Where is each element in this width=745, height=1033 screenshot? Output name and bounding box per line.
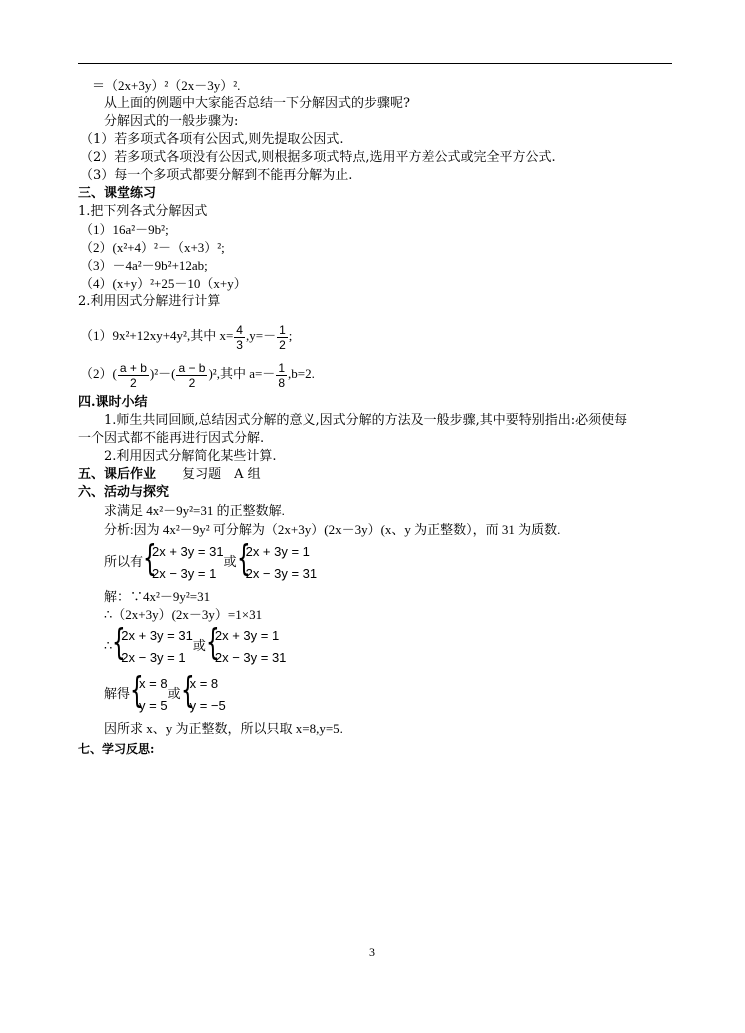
solution-start: 解：∵4x²－9y²=31: [104, 589, 211, 604]
solution-systems-line: [104, 669, 226, 718]
equation-system-4: { 2x + 3y = 1 2x − 3y = 31: [205, 621, 287, 665]
summary-question: 从上面的例题中大家能否总结一下分解因式的步骤呢?: [104, 96, 410, 111]
system-line-1: [104, 537, 318, 586]
section-heading-practice: 三、课堂练习: [78, 186, 157, 201]
activity-problem: 求满足 4x²－9y²=31 的正整数解.: [104, 503, 285, 518]
exercise-2b-text: （2）(: [80, 366, 117, 381]
exercise-1a: （1）16a²－9b²;: [80, 222, 169, 237]
header-rule: [78, 63, 672, 64]
fraction-a-plus-b-over-2: $\frac{a + b}{2}$: [119, 360, 147, 390]
solution-conclusion: 因所求 x、y 为正整数，所以只取 x=8,y=5.: [104, 721, 343, 736]
activity-analysis: 分析:因为 4x²－9y² 可分解为（2x+3y）(2x－3y）(x、y 为正整数），而 31 为质数.: [104, 522, 561, 537]
so-label: 所以有: [104, 555, 144, 570]
steps-intro: 分解因式的一般步骤为:: [104, 114, 239, 129]
summary-1-line-2: 一个因式都不能再进行因式分解.: [78, 431, 265, 446]
or-label-3: 或: [167, 687, 181, 702]
equation-system-2: { 2x + 3y = 1 2x − 3y = 31: [236, 537, 318, 581]
step-1: （1）若多项式各项有公因式,则先提取公因式.: [80, 132, 344, 147]
solution-system-2: { x = 8 y = −5: [180, 669, 226, 713]
section-heading-summary: 四.课时小结: [78, 395, 148, 410]
exercise-2b-mid1: )²－(: [149, 366, 176, 381]
fraction-a-minus-b-over-2: $\frac{a - b}{2}$: [178, 360, 206, 390]
fraction-four-thirds: $\frac{4}{3}$: [236, 322, 243, 352]
equation-system-1: { 2x + 3y = 31 2x − 3y = 1: [143, 537, 224, 581]
homework-assignment: 复习题 A 组: [182, 467, 261, 482]
section-heading-homework: 五、课后作业: [78, 467, 157, 482]
exercise-1d: （4）(x+y）²+25－10（x+y）: [80, 276, 247, 291]
exercise-1c: （3）－4a²－9b²+12ab;: [80, 258, 208, 273]
exercise-2b: [80, 354, 315, 394]
step-3: （3）每一个多项式都要分解到不能再分解为止.: [80, 168, 353, 183]
exercise-2a-text: （1）9x²+12xy+4y²,其中 x=: [80, 328, 234, 343]
exercise-2a-mid: ,y=－: [245, 328, 277, 343]
solution-factored: ∴（2x+3y）(2x－3y）=1×31: [104, 607, 263, 622]
page-number: 3: [369, 945, 375, 959]
fraction-one-half: $\frac{1}{2}$: [279, 322, 286, 352]
summary-1-line-1: 1.师生共同回顾,总结因式分解的意义,因式分解的方法及一般步骤,其中要特别指出:必须使每: [104, 413, 628, 428]
solution-system-1: { x = 8 y = 5: [130, 669, 168, 713]
exercise-2-title: 2.利用因式分解进行计算: [78, 294, 221, 309]
exercise-2a: [80, 316, 292, 356]
or-label-2: 或: [192, 639, 206, 654]
therefore-symbol: ∴: [104, 639, 113, 654]
equation-system-3: { 2x + 3y = 31 2x − 3y = 1: [112, 621, 193, 665]
summary-2: 2.利用因式分解简化某些计算.: [104, 449, 277, 464]
section-heading-activity: 六、活动与探究: [78, 485, 170, 500]
solve-label: 解得: [104, 687, 131, 702]
exercise-2a-end: ;: [288, 328, 293, 343]
exercise-2b-mid2: )²,其中 a=－: [208, 366, 276, 381]
exercise-2b-end: ,b=2.: [288, 366, 315, 381]
exercise-1b: （2）(x²+4）²－（x+3）²;: [80, 240, 225, 255]
system-line-2: [104, 621, 287, 670]
section-heading-reflection: 七、学习反思:: [78, 742, 155, 756]
step-2: （2）若多项式各项没有公因式,则根据多项式特点,选用平方差公式或完全平方公式.: [80, 150, 556, 165]
homework-line: [78, 466, 261, 484]
fraction-one-eighth: $\frac{1}{8}$: [278, 360, 285, 390]
exercise-1-title: 1.把下列各式分解因式: [78, 204, 208, 219]
equation-result-line: ＝（2x+3y）²（2x－3y）².: [92, 78, 241, 93]
or-label: 或: [223, 555, 237, 570]
